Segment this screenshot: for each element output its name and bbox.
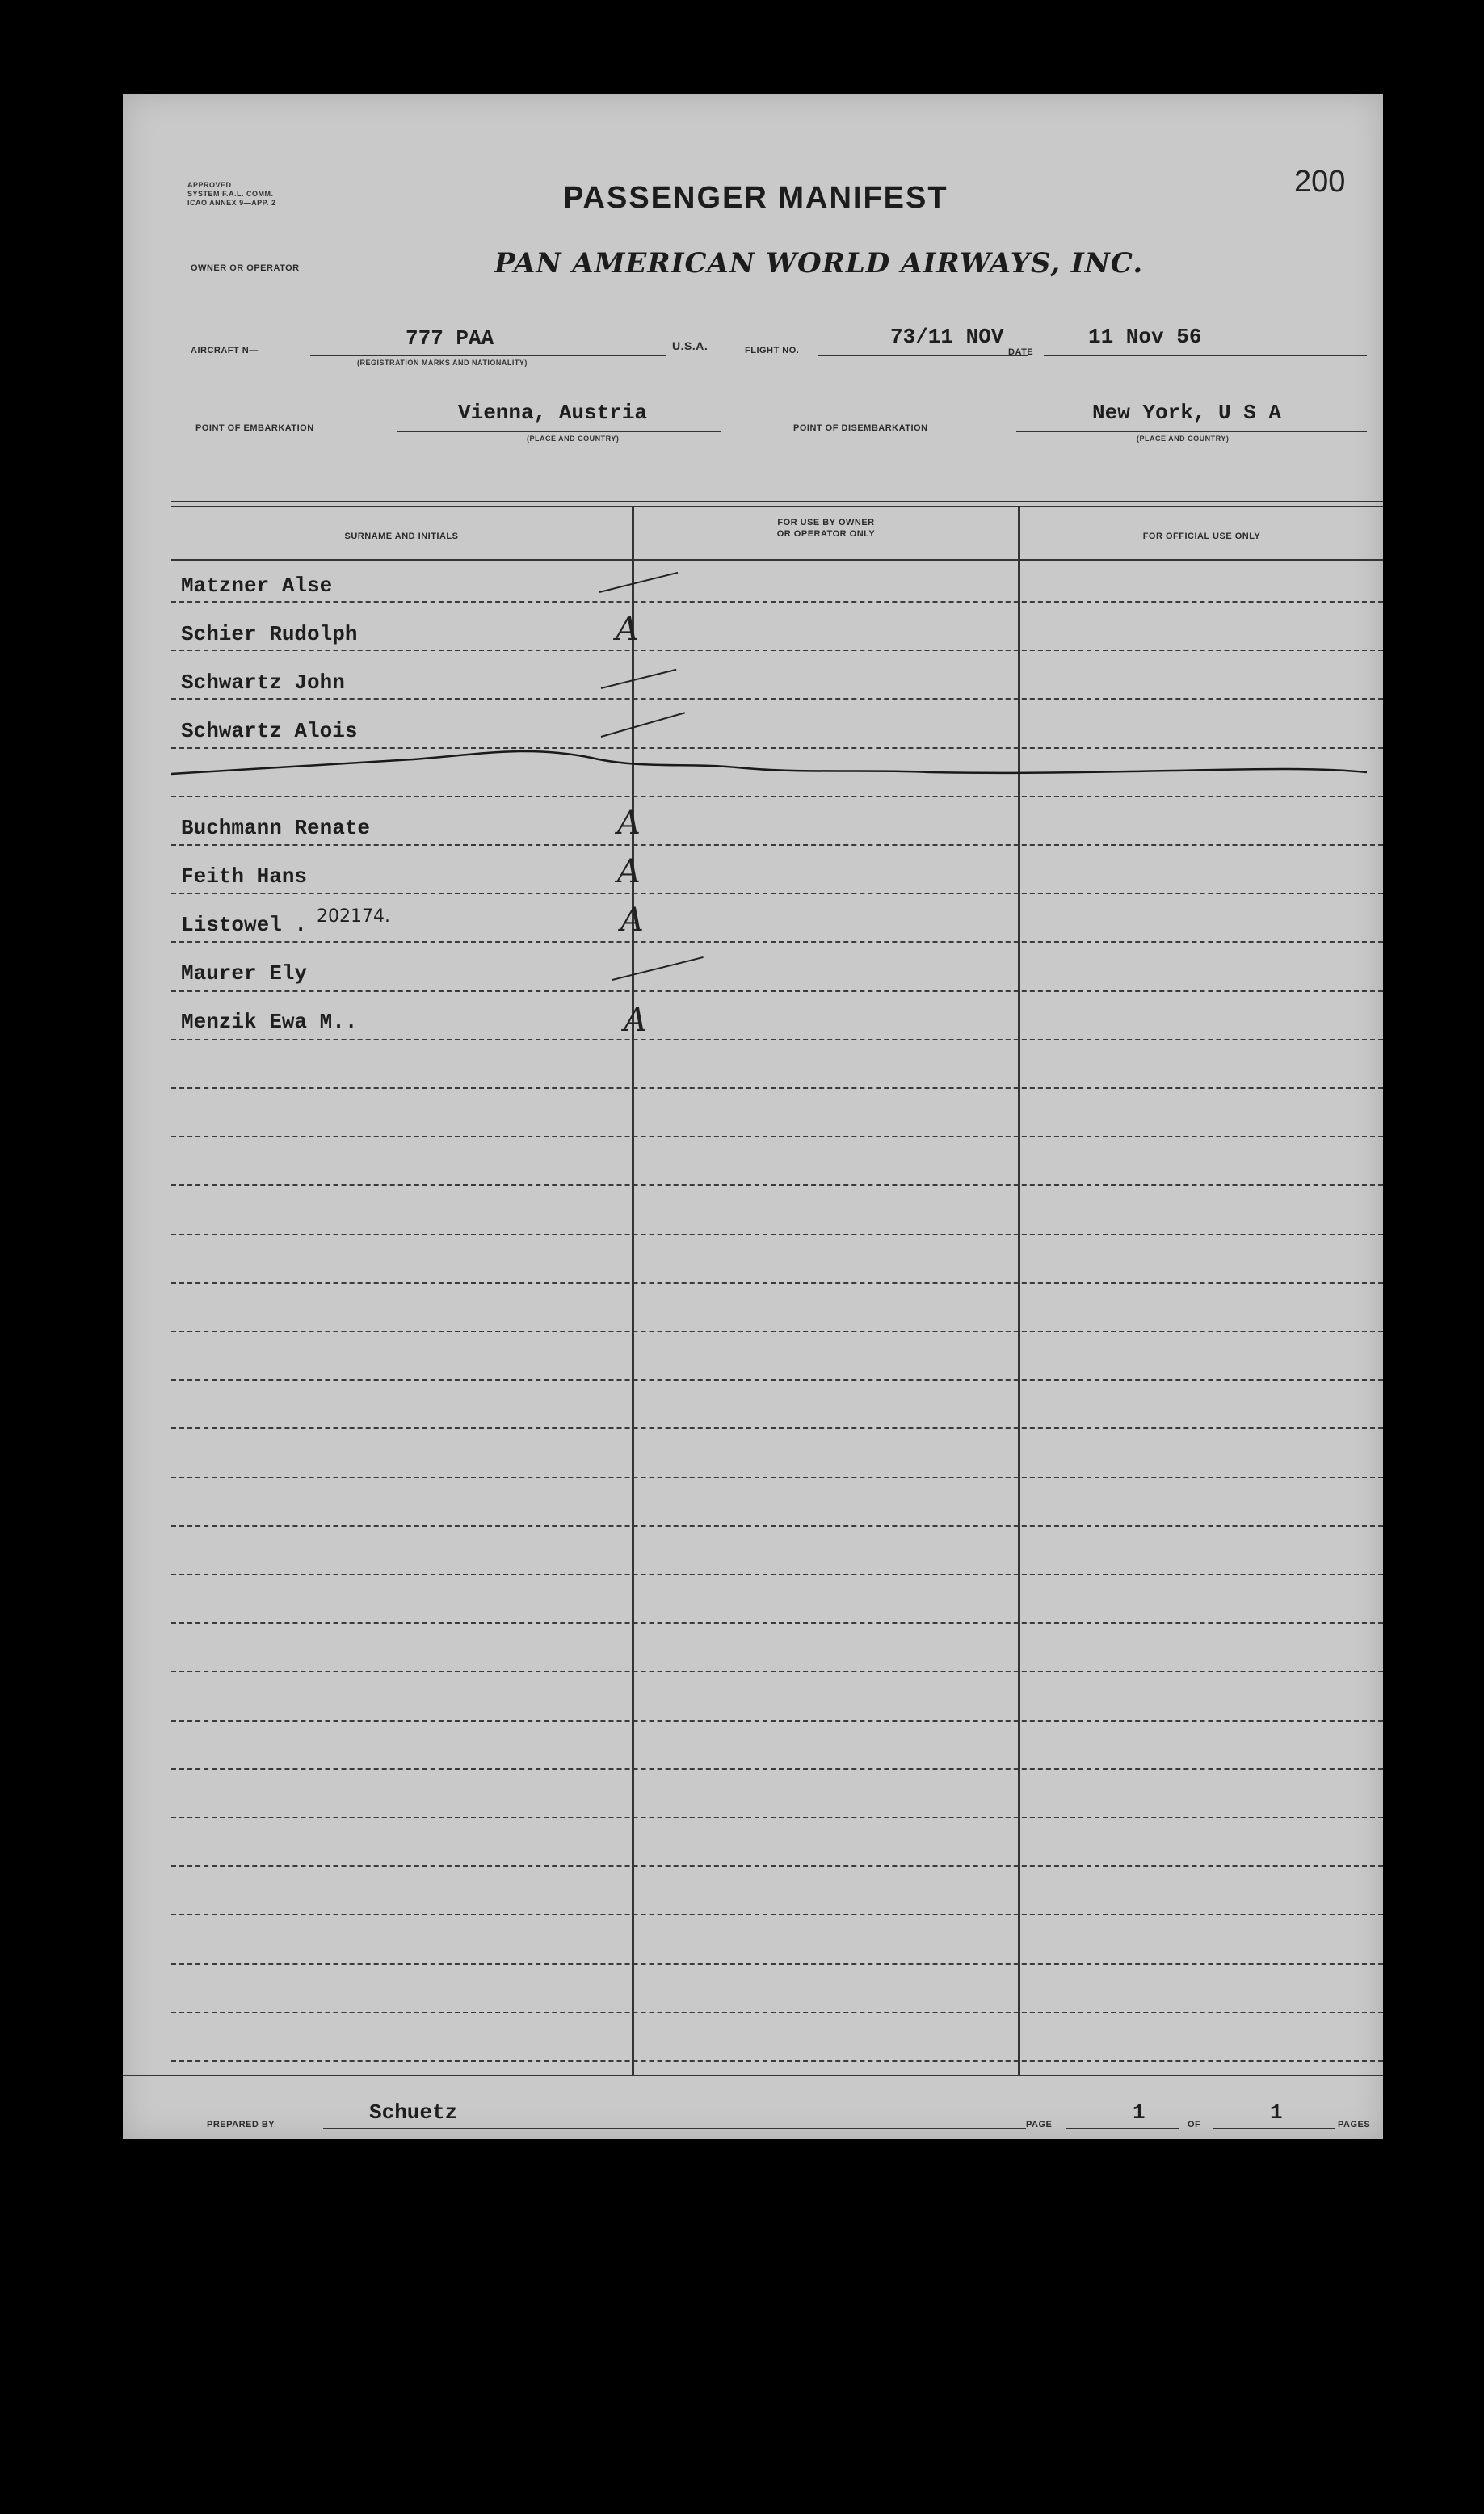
of-label: OF bbox=[1188, 2120, 1201, 2129]
table-row-line bbox=[171, 698, 1383, 700]
passenger-name: Menzik Ewa M.. bbox=[181, 1010, 358, 1034]
table-row-line bbox=[171, 1087, 1383, 1089]
tick-mark bbox=[601, 669, 677, 689]
page-label: PAGE bbox=[1026, 2120, 1053, 2129]
table-row-line bbox=[171, 990, 1383, 992]
date-label: DATE bbox=[1008, 347, 1034, 357]
embarkation-underline bbox=[397, 431, 721, 432]
date-underline bbox=[1044, 355, 1367, 356]
embarkation-label: POINT OF EMBARKATION bbox=[195, 423, 314, 433]
prepared-value: Schuetz bbox=[369, 2100, 458, 2125]
approval-line: SYSTEM F.A.L. COMM. bbox=[187, 190, 274, 198]
header-bottom-rule bbox=[171, 559, 1383, 561]
flight-underline bbox=[818, 355, 1028, 356]
table-row-line bbox=[171, 1184, 1383, 1186]
table-row-line bbox=[171, 1574, 1383, 1575]
approval-block bbox=[187, 181, 276, 208]
table-row-line bbox=[171, 601, 1383, 603]
approval-line: ICAO ANNEX 9—APP. 2 bbox=[187, 199, 276, 207]
approval-line: APPROVED bbox=[187, 181, 232, 189]
pages-label: PAGES bbox=[1338, 2120, 1371, 2129]
usa-label: U.S.A. bbox=[672, 339, 708, 352]
table-row-line bbox=[171, 1914, 1383, 1915]
table-top-rule bbox=[171, 501, 1383, 502]
of-value: 1 bbox=[1270, 2100, 1283, 2125]
header-owner-line: OR OPERATOR ONLY bbox=[776, 529, 876, 539]
handwritten-mark: A bbox=[617, 853, 641, 890]
handwritten-mark: A bbox=[617, 805, 641, 842]
passenger-name: Schier Rudolph bbox=[181, 622, 358, 646]
disembarkation-value: New York, U S A bbox=[1092, 401, 1282, 425]
handwritten-mark: A bbox=[616, 611, 639, 648]
aircraft-label: AIRCRAFT N— bbox=[191, 346, 259, 355]
table-row-line bbox=[171, 1671, 1383, 1672]
listowel-note: 202174. bbox=[317, 906, 390, 927]
table-row-line bbox=[171, 844, 1383, 846]
table-row-line bbox=[171, 2060, 1383, 2062]
table-row-line bbox=[171, 1817, 1383, 1818]
registration-caption: (REGISTRATION MARKS AND NATIONALITY) bbox=[357, 359, 528, 367]
page-underline bbox=[1066, 2128, 1179, 2129]
header-official: FOR OFFICIAL USE ONLY bbox=[1142, 532, 1261, 541]
date-value: 11 Nov 56 bbox=[1088, 325, 1202, 349]
table-row-line bbox=[171, 2012, 1383, 2013]
disembarkation-label: POINT OF DISEMBARKATION bbox=[793, 423, 928, 433]
table-row-line bbox=[171, 1136, 1383, 1137]
table-top-rule-2 bbox=[171, 506, 1383, 507]
table-row-line bbox=[171, 1039, 1383, 1040]
passenger-name: Feith Hans bbox=[181, 864, 308, 889]
of-underline bbox=[1213, 2128, 1335, 2129]
passenger-name: Listowel . bbox=[181, 913, 308, 937]
passenger-name: Schwartz Alois bbox=[181, 719, 358, 743]
table-row-line bbox=[171, 941, 1383, 943]
table-row-line bbox=[171, 1865, 1383, 1867]
table-row-line bbox=[171, 1282, 1383, 1284]
footer-rule bbox=[123, 2075, 1383, 2076]
owner-label: OWNER OR OPERATOR bbox=[191, 263, 300, 273]
tick-mark bbox=[601, 712, 685, 738]
table-row-line bbox=[171, 1768, 1383, 1770]
embarkation-caption: (PLACE AND COUNTRY) bbox=[527, 435, 620, 443]
aircraft-value: 777 PAA bbox=[406, 326, 494, 351]
table-row-line bbox=[171, 1525, 1383, 1527]
header-owner bbox=[634, 517, 1018, 540]
passenger-name: Maurer Ely bbox=[181, 961, 308, 986]
table-row-line bbox=[171, 1477, 1383, 1478]
embarkation-value: Vienna, Austria bbox=[458, 401, 648, 425]
table-row-line bbox=[171, 1720, 1383, 1722]
table-row-line bbox=[171, 796, 1383, 797]
header-owner-line: FOR USE BY OWNER bbox=[777, 518, 875, 528]
prepared-label: PREPARED BY bbox=[207, 2120, 275, 2129]
handwritten-mark: A bbox=[620, 902, 644, 939]
page-number: 200 bbox=[1294, 165, 1346, 199]
prepared-underline bbox=[323, 2128, 1026, 2129]
table-row-line bbox=[171, 1234, 1383, 1235]
table-row-line bbox=[171, 650, 1383, 651]
table-row-line bbox=[171, 1963, 1383, 1965]
header-surname: SURNAME AND INITIALS bbox=[344, 532, 459, 541]
manifest-sheet bbox=[123, 94, 1383, 2139]
table-row-line bbox=[171, 1331, 1383, 1332]
disembarkation-caption: (PLACE AND COUNTRY) bbox=[1137, 435, 1230, 443]
passenger-name: Matzner Alse bbox=[181, 574, 333, 598]
table-row-line bbox=[171, 1379, 1383, 1381]
tick-mark bbox=[612, 956, 704, 981]
tick-mark bbox=[599, 572, 679, 593]
table-row-line bbox=[171, 1622, 1383, 1624]
passenger-name: Schwartz John bbox=[181, 671, 345, 695]
handwritten-mark: A bbox=[624, 1002, 647, 1039]
page-value: 1 bbox=[1133, 2100, 1146, 2125]
passenger-name: Buchmann Renate bbox=[181, 816, 371, 840]
aircraft-underline bbox=[310, 355, 666, 356]
table-row-line bbox=[171, 747, 1383, 749]
owner-value: PAN AMERICAN WORLD AIRWAYS, INC. bbox=[494, 247, 1144, 280]
flight-value: 73/11 NOV bbox=[890, 325, 1004, 349]
flight-label: FLIGHT NO. bbox=[745, 346, 800, 355]
table-row-line bbox=[171, 893, 1383, 894]
disembarkation-underline bbox=[1016, 431, 1367, 432]
form-title: PASSENGER MANIFEST bbox=[563, 181, 948, 215]
table-row-line bbox=[171, 1427, 1383, 1429]
